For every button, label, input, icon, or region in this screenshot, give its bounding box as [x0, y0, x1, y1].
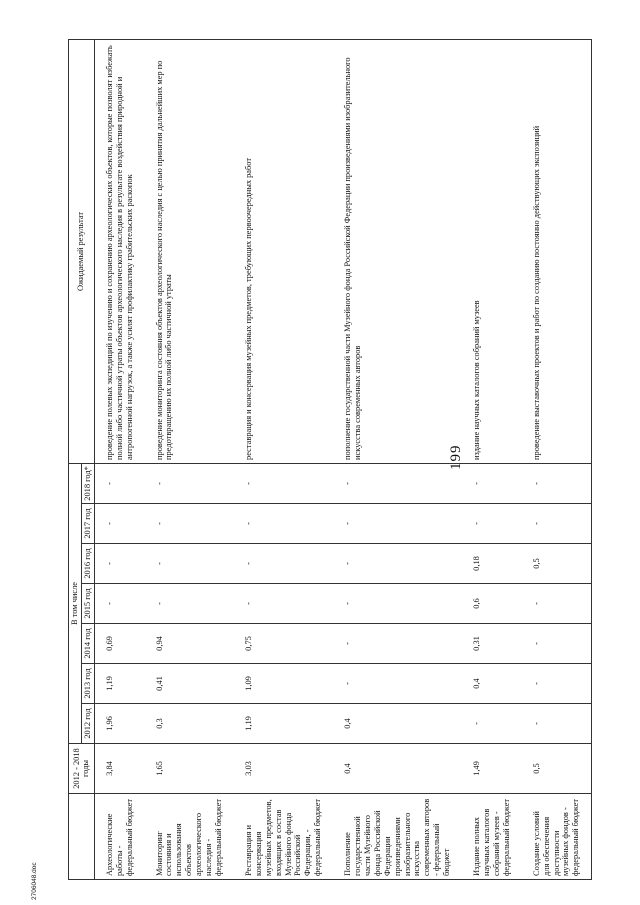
header-year: 2018 год* — [81, 463, 94, 503]
header-result: Ожидаемый результат — [69, 39, 95, 463]
table-row — [94, 39, 144, 879]
row-name: Мониторинг состояния и использования объектов археологического наследия - федеральный бюджет — [145, 794, 234, 880]
row-total: 3,03 — [234, 744, 333, 794]
row-value: - — [333, 624, 462, 664]
header-year: 2014 год — [81, 624, 94, 664]
row-value: - — [94, 463, 144, 503]
row-value: 0,4 — [333, 704, 462, 744]
row-name: Пополнение государственной части Музейного фонда Российской Федерации произведениями изобразительного искусства современных авторов - федеральный бюджет — [333, 794, 462, 880]
row-value: 0,41 — [145, 664, 234, 704]
row-value: - — [333, 544, 462, 584]
row-result: проведение полевых экспедиций по изучению и сохранению археологических объектов, которые позволят избежать полной либо частичной утраты объектов археологического наследия в результате воздействия природной и антропогенной нагрузок, а также усилят профилактику грабительских раскопок — [94, 39, 144, 463]
row-value: 1,19 — [234, 704, 333, 744]
table-row — [462, 39, 522, 879]
row-value: 0,5 — [522, 544, 592, 584]
row-name: Издание полных научных каталогов собраний музеев - федеральный бюджет — [462, 794, 522, 880]
row-value: - — [234, 504, 333, 544]
row-value: - — [234, 544, 333, 584]
header-year: 2017 год — [81, 504, 94, 544]
budget-table — [68, 39, 592, 880]
row-value: - — [145, 463, 234, 503]
page-number: 199 — [448, 444, 464, 470]
row-value: 1,09 — [234, 664, 333, 704]
row-value: - — [522, 504, 592, 544]
row-value: 0,69 — [94, 624, 144, 664]
row-result: реставрация и консервация музейных предметов, требующих первоочередных работ — [234, 39, 333, 463]
row-value: 1,19 — [94, 664, 144, 704]
row-name: Реставрация и консервация музейных предметов, входящих в состав Музейного фонда Российской Федерации, - федеральный бюджет — [234, 794, 333, 880]
table-row — [333, 39, 462, 879]
row-value: - — [145, 544, 234, 584]
row-value: - — [145, 584, 234, 624]
row-value: - — [522, 624, 592, 664]
row-total: 1,49 — [462, 744, 522, 794]
table-row — [145, 39, 234, 879]
row-total: 3,84 — [94, 744, 144, 794]
row-value: - — [234, 463, 333, 503]
row-value: 0,6 — [462, 584, 522, 624]
row-value: - — [522, 584, 592, 624]
row-value: - — [522, 463, 592, 503]
row-value: - — [234, 584, 333, 624]
row-value: 1,96 — [94, 704, 144, 744]
row-value: - — [333, 664, 462, 704]
row-total: 0,5 — [522, 744, 592, 794]
row-value: - — [333, 463, 462, 503]
row-name: Археологические работы - федеральный бюджет — [94, 794, 144, 880]
row-value: 0,4 — [462, 664, 522, 704]
row-value: - — [94, 584, 144, 624]
row-value: - — [522, 664, 592, 704]
rotated-page-content — [28, 20, 588, 900]
header-year: 2012 год — [81, 704, 94, 744]
row-result: пополнение государственной части Музейного фонда Российской Федерации произведениями изобразительного искусства современных авторов — [333, 39, 462, 463]
header-row-1 — [69, 39, 82, 879]
row-value: - — [333, 504, 462, 544]
header-name-cell — [69, 794, 95, 880]
row-value: - — [462, 504, 522, 544]
header-total: 2012 - 2018 годы — [69, 744, 95, 794]
row-value: - — [522, 704, 592, 744]
document-reference: 2706048.doc — [31, 862, 38, 900]
row-value: 0,94 — [145, 624, 234, 664]
header-including: В том числе — [69, 463, 82, 743]
row-total: 1,65 — [145, 744, 234, 794]
row-result: проведение выставочных проектов и работ по созданию постоянно действующих экспозиций — [522, 39, 592, 463]
table-row — [522, 39, 592, 879]
row-result: проведение мониторинга состояния объектов археологического наследия с целью принятия дальнейших мер по предотвращению их полной либо частичной утраты — [145, 39, 234, 463]
row-value: - — [94, 504, 144, 544]
row-result: издание научных каталогов собраний музеев — [462, 39, 522, 463]
header-year: 2015 год — [81, 584, 94, 624]
row-value: - — [94, 544, 144, 584]
row-value: 0,18 — [462, 544, 522, 584]
row-total: 0,4 — [333, 744, 462, 794]
row-value: 0,75 — [234, 624, 333, 664]
row-value: 0,31 — [462, 624, 522, 664]
header-year: 2013 год — [81, 664, 94, 704]
row-name: Создание условий для обеспечения доступности музейных фондов - федеральный бюджет — [522, 794, 592, 880]
row-value: - — [145, 504, 234, 544]
table-row — [234, 39, 333, 879]
row-value: - — [462, 463, 522, 503]
row-value: - — [462, 704, 522, 744]
row-value: 0,3 — [145, 704, 234, 744]
header-year: 2016 год — [81, 544, 94, 584]
row-value: - — [333, 584, 462, 624]
